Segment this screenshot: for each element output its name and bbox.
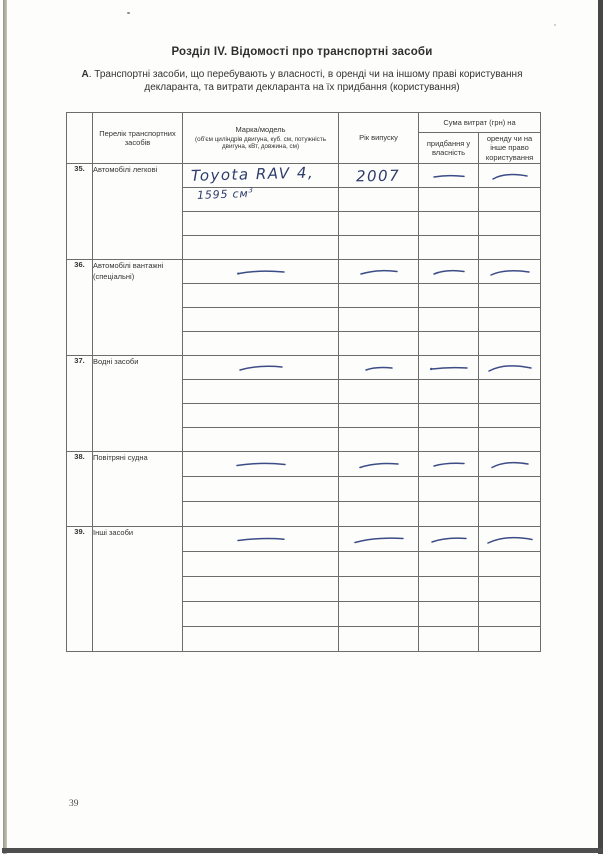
empty-cell <box>479 477 541 502</box>
brand-cell-36 <box>183 260 339 284</box>
brand-cell-39 <box>183 527 339 552</box>
header-sum-rent: оренду чи на інше право користування <box>479 133 541 164</box>
empty-cell <box>339 236 419 260</box>
empty-cell <box>183 428 339 452</box>
empty-cell <box>419 380 479 404</box>
empty-cell <box>479 577 541 602</box>
empty-cell <box>479 602 541 627</box>
section-subtitle <box>32 68 572 94</box>
purchase-cell-37 <box>419 356 479 380</box>
empty-cell <box>419 236 479 260</box>
empty-cell <box>419 577 479 602</box>
scan-speck <box>127 12 130 14</box>
handwritten-dash-mark <box>487 361 533 374</box>
empty-cell <box>479 188 541 212</box>
handwritten-dash-mark <box>432 171 466 181</box>
empty-cell <box>339 502 419 527</box>
empty-cell <box>183 380 339 404</box>
empty-cell <box>339 552 419 577</box>
handwritten-year: 2007 <box>356 166 401 186</box>
year-cell-35 <box>339 164 419 188</box>
handwritten-dash-mark <box>235 459 287 469</box>
section-title: Розділ IV. Відомості про транспортні засоби <box>171 46 433 58</box>
row-number-35: 35. <box>67 164 93 260</box>
handwritten-dash-mark <box>430 534 468 545</box>
handwritten-dash-mark <box>238 362 284 373</box>
category-other: Інші засоби <box>93 527 183 652</box>
handwritten-dash-mark <box>236 534 286 544</box>
page-left-edge <box>3 0 7 854</box>
rent-cell-37 <box>479 356 541 380</box>
header-sum-purchase: придбання у власність <box>419 133 479 164</box>
scan-speck <box>554 24 556 26</box>
row-number-38: 38. <box>67 452 93 527</box>
header-number-col <box>67 113 93 164</box>
empty-cell <box>479 627 541 652</box>
empty-cell <box>339 577 419 602</box>
empty-cell <box>479 332 541 356</box>
brand-cell-37 <box>183 356 339 380</box>
empty-cell <box>419 188 479 212</box>
empty-cell <box>183 236 339 260</box>
empty-cell <box>479 552 541 577</box>
empty-cell <box>419 428 479 452</box>
empty-cell <box>183 308 339 332</box>
subtitle-line2: декларанта, та витрати декларанта на їх придбання (користування) <box>144 82 460 93</box>
subtitle-bold-prefix: А <box>81 69 89 80</box>
row-number-39: 39. <box>67 527 93 652</box>
empty-cell <box>183 332 339 356</box>
category-aircraft: Повітряні судна <box>93 452 183 527</box>
empty-cell <box>183 477 339 502</box>
handwritten-dash-mark <box>491 170 529 182</box>
year-cell-36 <box>339 260 419 284</box>
empty-cell <box>339 477 419 502</box>
empty-cell <box>339 627 419 652</box>
brand-cell-35b <box>183 188 339 212</box>
empty-cell <box>419 552 479 577</box>
purchase-cell-38 <box>419 452 479 477</box>
empty-cell <box>183 212 339 236</box>
empty-cell <box>183 552 339 577</box>
handwritten-engine-volume: 1595 $см^3$ <box>196 186 254 202</box>
handwritten-dash-mark <box>353 534 405 545</box>
empty-cell <box>339 284 419 308</box>
handwritten-dash-mark <box>489 266 531 278</box>
empty-cell <box>479 236 541 260</box>
empty-cell <box>419 212 479 236</box>
header-year-col: Рік випуску <box>339 113 419 164</box>
empty-cell <box>479 404 541 428</box>
empty-cell <box>479 502 541 527</box>
empty-cell <box>339 602 419 627</box>
empty-cell <box>183 404 339 428</box>
handwritten-dash-mark <box>432 266 466 277</box>
page-bottom-edge <box>2 848 602 853</box>
category-cars: Автомобілі легкові <box>93 164 183 260</box>
empty-cell <box>183 627 339 652</box>
header-sum-group: Сума витрат (грн) на <box>419 113 541 133</box>
empty-cell <box>339 332 419 356</box>
handwritten-dash-mark <box>486 533 534 546</box>
rent-cell-38 <box>479 452 541 477</box>
empty-cell <box>419 502 479 527</box>
handwritten-dash-mark <box>364 363 394 373</box>
empty-cell <box>419 602 479 627</box>
empty-cell <box>183 284 339 308</box>
handwritten-dash-mark <box>359 266 399 277</box>
empty-cell <box>419 404 479 428</box>
handwritten-dash-mark <box>236 267 286 277</box>
purchase-cell-35 <box>419 164 479 188</box>
empty-cell <box>419 477 479 502</box>
year-cell-37 <box>339 356 419 380</box>
page-right-edge <box>598 0 603 854</box>
handwritten-dash-mark <box>490 458 530 470</box>
empty-cell <box>479 428 541 452</box>
page-number: 39 <box>69 799 79 809</box>
brand-cell-38 <box>183 452 339 477</box>
empty-cell <box>419 284 479 308</box>
rent-cell-36 <box>479 260 541 284</box>
header-brand-col: Марка/модель (об'єм циліндрів двигуна, куб. см, потужність двигуна, кВт, довжина, см) <box>183 113 339 164</box>
handwritten-brand-model: Toyota RAV 4, <box>190 163 315 185</box>
empty-cell <box>339 212 419 236</box>
handwritten-dash-mark <box>432 459 466 469</box>
year-cell-39 <box>339 527 419 552</box>
empty-cell <box>183 602 339 627</box>
handwritten-dash-mark <box>429 363 469 373</box>
row-number-37: 37. <box>67 356 93 452</box>
empty-cell <box>419 332 479 356</box>
rent-cell-35 <box>479 164 541 188</box>
empty-cell <box>339 428 419 452</box>
rent-cell-39 <box>479 527 541 552</box>
empty-cell <box>339 404 419 428</box>
header-list-col: Перелік транспортних засобів <box>93 113 183 164</box>
header-brand-note: (об'єм циліндрів двигуна, куб. см, потужність двигуна, кВт, довжина, см) <box>195 135 326 151</box>
category-watercraft: Водні засоби <box>93 356 183 452</box>
vehicles-table <box>66 112 541 652</box>
category-trucks: Автомобілі вантажні (спеціальні) <box>93 260 183 356</box>
empty-cell <box>183 502 339 527</box>
empty-cell <box>339 308 419 332</box>
empty-cell <box>183 577 339 602</box>
row-number-36: 36. <box>67 260 93 356</box>
empty-cell <box>419 308 479 332</box>
empty-cell <box>339 380 419 404</box>
empty-cell <box>479 380 541 404</box>
subtitle-line1: А. Транспортні засоби, що перебувають у власності, в оренді чи на іншому праві користування <box>81 69 523 80</box>
empty-cell <box>479 212 541 236</box>
empty-cell <box>479 308 541 332</box>
empty-cell <box>479 284 541 308</box>
purchase-cell-39 <box>419 527 479 552</box>
empty-cell <box>419 627 479 652</box>
handwritten-dash-mark <box>358 459 400 470</box>
empty-cell <box>339 188 419 212</box>
purchase-cell-36 <box>419 260 479 284</box>
year-cell-38 <box>339 452 419 477</box>
